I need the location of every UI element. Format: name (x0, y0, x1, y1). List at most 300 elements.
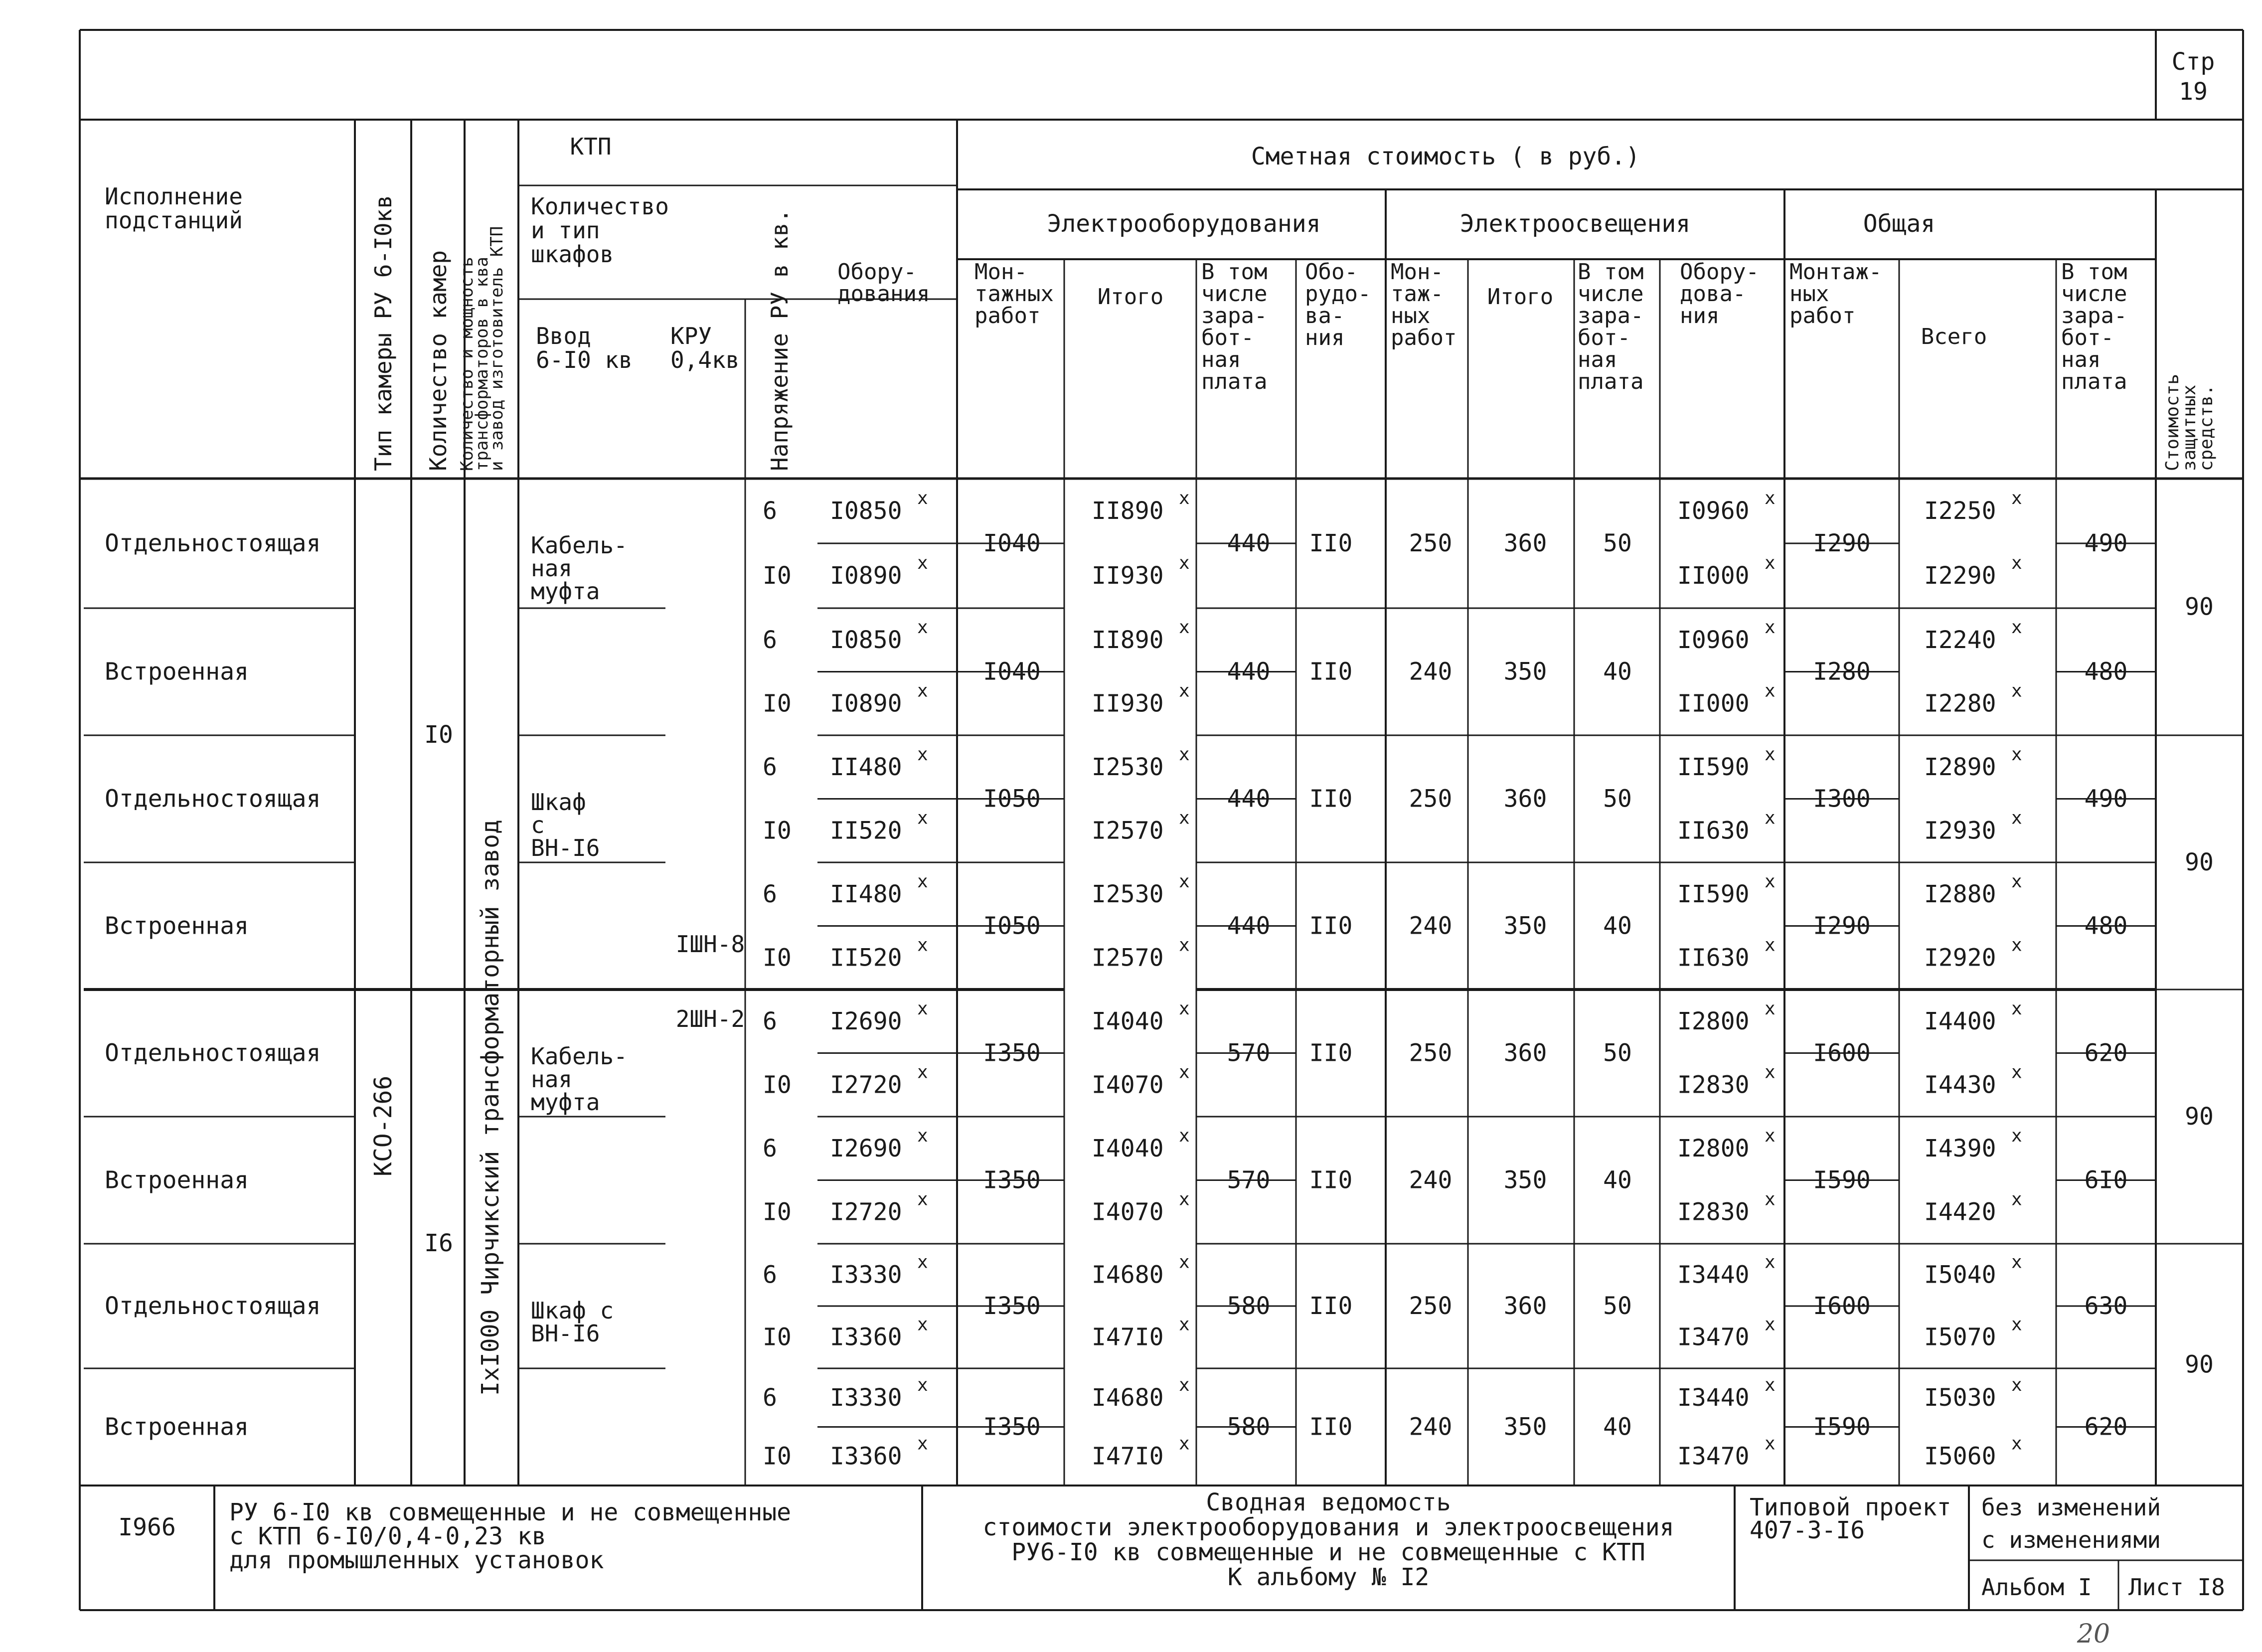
header-col-wage3: плата (2061, 369, 2127, 394)
total-install: I280 (1813, 658, 1871, 686)
mark-x: x (1179, 1125, 1190, 1146)
header-cabinets: Количество (531, 193, 669, 220)
header-col-install2: таж- (1391, 281, 1444, 307)
footer-description: К альбому № I2 (1227, 1563, 1430, 1591)
mark-x: x (917, 1062, 928, 1083)
equip-sum: II890 (1092, 626, 1164, 654)
mark-x: x (1765, 1374, 1776, 1395)
handwritten-page-number: 20 (2077, 1619, 2110, 1649)
header-col-grand: Всего (1921, 324, 1987, 349)
total-equip: I2800 (1677, 1134, 1750, 1162)
total-grand: I2890 (1924, 753, 1996, 781)
light-install: 240 (1409, 1166, 1453, 1194)
voltage-value: I0 (763, 1071, 792, 1099)
total-install: I590 (1813, 1166, 1871, 1194)
total-install: I290 (1813, 529, 1871, 557)
header-col-wage: бот- (1201, 325, 1254, 350)
voltage-value: 6 (763, 1134, 777, 1162)
header-input: Ввод (536, 323, 591, 349)
mark-x: x (1765, 1314, 1776, 1335)
light-install: 250 (1409, 1039, 1453, 1067)
input-type: Кабель- (531, 532, 628, 559)
light-equip: II0 (1309, 912, 1353, 940)
footer-project: Типовой проект (1750, 1493, 1951, 1521)
equip-cost: I0850 (830, 497, 902, 525)
mark-x: x (917, 1125, 928, 1146)
header-col-wage2: ная (1578, 347, 1617, 372)
equip-sum: I4040 (1092, 1134, 1164, 1162)
equip-wage: 570 (1227, 1166, 1271, 1194)
light-wage: 40 (1603, 1413, 1632, 1441)
header-transformers: и завод изготовитель КТП (487, 226, 507, 471)
header-col-wage2: бот- (1578, 325, 1630, 350)
light-wage: 40 (1603, 658, 1632, 686)
equip-sum: I2570 (1092, 817, 1164, 845)
voltage-value: I0 (763, 817, 792, 845)
mark-x: x (1179, 1062, 1190, 1083)
equip-sum: I4070 (1092, 1071, 1164, 1099)
header-col-install2: Мон- (1391, 259, 1444, 285)
equip-sum: I47I0 (1092, 1442, 1164, 1471)
mark-x: x (1765, 1189, 1776, 1210)
header-protective: защитных (2179, 384, 2200, 471)
voltage-value: 6 (763, 1007, 777, 1035)
footer-album: Альбом I (1981, 1574, 2092, 1601)
total-grand: I5060 (1924, 1442, 1996, 1471)
substation-type: Отдельностоящая (105, 529, 321, 557)
header-ktp: КТП (570, 133, 612, 160)
mark-x: x (1765, 871, 1776, 892)
mark-x: x (1179, 1189, 1190, 1210)
header-col-wage: В том (1201, 259, 1268, 285)
input-type: Шкаф (531, 789, 586, 816)
voltage-value: 6 (763, 880, 777, 908)
mark-x: x (917, 1433, 928, 1454)
total-equip: II000 (1677, 689, 1750, 718)
light-wage: 40 (1603, 912, 1632, 940)
mark-x: x (2011, 617, 2022, 638)
header-equipment: Электрооборудования (1047, 210, 1321, 238)
total-wage: 6I0 (2084, 1166, 2128, 1194)
mark-x: x (917, 1374, 928, 1395)
voltage-value: I0 (763, 1198, 792, 1226)
mark-x: x (1765, 680, 1776, 701)
header-col-install3: работ (1789, 303, 1856, 329)
voltage-value: I0 (763, 689, 792, 718)
input-type: с (531, 812, 545, 838)
header-col-wage2: В том (1578, 259, 1644, 285)
header-col-equip: дования (837, 281, 930, 307)
header-transformers: трансформаторов в ква (472, 257, 492, 471)
total-wage: 490 (2084, 785, 2128, 813)
mark-x: x (1765, 1433, 1776, 1454)
mark-x: x (2011, 1433, 2022, 1454)
substation-type: Встроенная (105, 1413, 249, 1441)
total-install: I600 (1813, 1039, 1871, 1067)
mark-x: x (917, 871, 928, 892)
equip-sum: II930 (1092, 689, 1164, 718)
install-cost: I350 (983, 1166, 1041, 1194)
mark-x: x (2011, 553, 2022, 573)
header-col-wage2: числе (1578, 281, 1644, 307)
total-grand: I4430 (1924, 1071, 1996, 1099)
total-equip: I0960 (1677, 497, 1750, 525)
total-grand: I4420 (1924, 1198, 1996, 1226)
total-grand: I2880 (1924, 880, 1996, 908)
equip-wage: 440 (1227, 658, 1271, 686)
footer-description: РУ6-I0 кв совмещенные и не совмещенные с КТП (1011, 1538, 1645, 1566)
mark-x: x (2011, 1062, 2022, 1083)
header-kru: 0,4кв (670, 346, 740, 373)
header-ispolnenie: подстанций (105, 207, 243, 234)
total-wage: 480 (2084, 912, 2128, 940)
page-number: 19 (2179, 78, 2208, 106)
total-equip: I2830 (1677, 1198, 1750, 1226)
total-equip: II590 (1677, 880, 1750, 908)
total-install: I300 (1813, 785, 1871, 813)
header-col-install3: ных (1789, 281, 1829, 307)
total-install: I590 (1813, 1413, 1871, 1441)
light-sum: 360 (1503, 785, 1547, 813)
total-grand: I2930 (1924, 817, 1996, 845)
equip-cost: I0890 (830, 689, 902, 718)
mark-x: x (2011, 744, 2022, 765)
light-install: 240 (1409, 658, 1453, 686)
footer-with-changes: с изменениями (1981, 1526, 2161, 1553)
footer-no-changes: без изменений (1981, 1494, 2161, 1521)
equip-wage: 440 (1227, 785, 1271, 813)
light-wage: 50 (1603, 1039, 1632, 1067)
total-equip: II630 (1677, 817, 1750, 845)
light-sum: 360 (1503, 1039, 1547, 1067)
total-equip: I3440 (1677, 1261, 1750, 1289)
light-wage: 50 (1603, 785, 1632, 813)
light-equip: II0 (1309, 1039, 1353, 1067)
mark-x: x (1179, 935, 1190, 956)
header-col-install: работ (974, 303, 1041, 329)
total-equip: I2830 (1677, 1071, 1750, 1099)
light-equip: II0 (1309, 1292, 1353, 1320)
header-protective: средств. (2196, 384, 2217, 471)
light-sum: 350 (1503, 1166, 1547, 1194)
protective-cost: 90 (2185, 593, 2214, 621)
voltage-value: I0 (763, 562, 792, 590)
equip-wage: 580 (1227, 1292, 1271, 1320)
mark-x: x (1179, 808, 1190, 828)
chamber-count-16: I6 (424, 1229, 453, 1257)
header-cabinets: шкафов (531, 241, 614, 268)
voltage-value: I0 (763, 1323, 792, 1351)
input-type: Кабель- (531, 1043, 628, 1070)
voltage-value: 6 (763, 626, 777, 654)
light-install: 250 (1409, 1292, 1453, 1320)
mark-x: x (2011, 808, 2022, 828)
mark-x: x (2011, 1374, 2022, 1395)
header-input: 6-I0 кв (536, 346, 633, 373)
footer-project: 407-3-I6 (1750, 1516, 1865, 1544)
header-lighting: Электроосвещения (1459, 210, 1691, 238)
header-total: Общая (1863, 210, 1936, 238)
header-col-install: Мон- (974, 259, 1027, 285)
header-kru: КРУ (670, 323, 712, 349)
light-equip: II0 (1309, 658, 1353, 686)
total-grand: I2280 (1924, 689, 1996, 718)
footer-title: для промышленных установок (229, 1546, 604, 1574)
equip-sum: I2570 (1092, 944, 1164, 972)
mark-x: x (1179, 680, 1190, 701)
mark-x: x (1179, 1252, 1190, 1273)
total-wage: 620 (2084, 1413, 2128, 1441)
mark-x: x (2011, 488, 2022, 508)
header-col-sum2: Итого (1487, 284, 1554, 310)
mark-x: x (917, 1252, 928, 1273)
mark-x: x (1179, 553, 1190, 573)
install-cost: I050 (983, 785, 1041, 813)
equip-cost: II480 (830, 880, 902, 908)
header-col-wage3: ная (2061, 347, 2101, 372)
mark-x: x (2011, 1189, 2022, 1210)
install-cost: I040 (983, 658, 1041, 686)
light-equip: II0 (1309, 785, 1353, 813)
total-grand: I2240 (1924, 626, 1996, 654)
header-col-equip3: ния (1680, 303, 1720, 329)
mark-x: x (1765, 744, 1776, 765)
total-equip: I3470 (1677, 1323, 1750, 1351)
install-cost: I040 (983, 529, 1041, 557)
light-sum: 350 (1503, 1413, 1547, 1441)
header-chamber-count: Количество камер (425, 250, 452, 471)
header-cabinets: и тип (531, 217, 600, 244)
header-col-install2: ных (1391, 303, 1431, 329)
kru-2shn: 2ШН-2 (675, 1005, 745, 1032)
equip-cost: II520 (830, 944, 902, 972)
mark-x: x (917, 935, 928, 956)
substation-type: Отдельностоящая (105, 785, 321, 813)
voltage-value: 6 (763, 753, 777, 781)
equip-cost: I2720 (830, 1198, 902, 1226)
total-wage: 630 (2084, 1292, 2128, 1320)
total-grand: I5030 (1924, 1383, 1996, 1412)
total-install: I600 (1813, 1292, 1871, 1320)
light-equip: II0 (1309, 529, 1353, 557)
equip-cost: I2720 (830, 1071, 902, 1099)
light-install: 240 (1409, 912, 1453, 940)
equip-cost: I2690 (830, 1134, 902, 1162)
mark-x: x (1179, 744, 1190, 765)
voltage-value: 6 (763, 1383, 777, 1412)
equip-sum: II930 (1092, 562, 1164, 590)
equip-cost: I3360 (830, 1442, 902, 1471)
equip-cost: I3330 (830, 1383, 902, 1412)
voltage-value: 6 (763, 497, 777, 525)
total-equip: II000 (1677, 562, 1750, 590)
total-wage: 620 (2084, 1039, 2128, 1067)
footer-description: стоимости электрооборудования и электроосвещения (982, 1513, 1674, 1541)
substation-type: Встроенная (105, 658, 249, 686)
mark-x: x (1179, 1374, 1190, 1395)
mark-x: x (917, 1189, 928, 1210)
light-wage: 40 (1603, 1166, 1632, 1194)
mark-x: x (1765, 808, 1776, 828)
light-wage: 50 (1603, 529, 1632, 557)
header-col-install: тажных (974, 281, 1054, 307)
mark-x: x (2011, 998, 2022, 1019)
header-col-wage: ная (1201, 347, 1241, 372)
header-voltage: Напряжение РУ в кв. (766, 208, 793, 471)
light-sum: 350 (1503, 658, 1547, 686)
header-col-equip2: ния (1305, 325, 1345, 350)
mark-x: x (917, 553, 928, 573)
total-equip: II590 (1677, 753, 1750, 781)
chamber-count-10: I0 (424, 721, 453, 749)
mark-x: x (1179, 998, 1190, 1019)
total-grand: I5040 (1924, 1261, 1996, 1289)
equip-wage: 570 (1227, 1039, 1271, 1067)
light-sum: 350 (1503, 912, 1547, 940)
install-cost: I050 (983, 912, 1041, 940)
year: I966 (118, 1513, 176, 1541)
input-type: Шкаф с (531, 1297, 614, 1324)
total-grand: I2290 (1924, 562, 1996, 590)
substation-type: Отдельностоящая (105, 1292, 321, 1320)
mark-x: x (917, 744, 928, 765)
header-chamber-type: Тип камеры РУ 6-I0кв (370, 195, 397, 471)
equip-cost: I3360 (830, 1323, 902, 1351)
header-col-wage: зара- (1201, 303, 1268, 329)
mark-x: x (1765, 1252, 1776, 1273)
total-grand: I5070 (1924, 1323, 1996, 1351)
voltage-value: I0 (763, 944, 792, 972)
footer-title: с КТП 6-I0/0,4-0,23 кв (229, 1522, 546, 1550)
transformer-plant: IxI000 Чирчикский трансформаторный завод (477, 820, 504, 1396)
header-col-equip3: Обору- (1680, 259, 1759, 285)
header-estimate: Сметная стоимость ( в руб.) (1251, 143, 1640, 170)
equip-cost: I0890 (830, 562, 902, 590)
total-equip: I3440 (1677, 1383, 1750, 1412)
footer-sheet: Лист I8 (2128, 1574, 2225, 1601)
header-col-sum: Итого (1097, 284, 1164, 310)
header-protective: Стоимость (2162, 373, 2183, 471)
header-col-equip2: рудо- (1305, 281, 1371, 307)
equip-wage: 440 (1227, 529, 1271, 557)
total-install: I290 (1813, 912, 1871, 940)
equip-cost: I2690 (830, 1007, 902, 1035)
page-label: Стр (2171, 48, 2215, 76)
header-col-wage3: В том (2061, 259, 2127, 285)
input-type: ВН-I6 (531, 1320, 600, 1347)
mark-x: x (1179, 488, 1190, 508)
total-wage: 490 (2084, 529, 2128, 557)
substation-type: Отдельностоящая (105, 1039, 321, 1067)
header-col-install2: работ (1391, 325, 1457, 350)
total-grand: I4390 (1924, 1134, 1996, 1162)
light-install: 250 (1409, 785, 1453, 813)
substation-type: Встроенная (105, 1166, 249, 1194)
header-col-wage2: зара- (1578, 303, 1644, 329)
mark-x: x (917, 808, 928, 828)
mark-x: x (2011, 1314, 2022, 1335)
kso-266: КСО-266 (369, 1075, 397, 1176)
header-col-wage3: числе (2061, 281, 2127, 307)
header-col-wage3: бот- (2061, 325, 2114, 350)
install-cost: I350 (983, 1039, 1041, 1067)
kru-ishn: IШН-8 (675, 931, 745, 958)
equip-wage: 440 (1227, 912, 1271, 940)
light-install: 240 (1409, 1413, 1453, 1441)
mark-x: x (1179, 1433, 1190, 1454)
mark-x: x (917, 617, 928, 638)
input-type: муфта (531, 1089, 600, 1116)
light-sum: 360 (1503, 1292, 1547, 1320)
equip-sum: I4680 (1092, 1383, 1164, 1412)
install-cost: I350 (983, 1292, 1041, 1320)
header-col-equip2: Обо- (1305, 259, 1358, 285)
mark-x: x (1179, 871, 1190, 892)
light-equip: II0 (1309, 1166, 1353, 1194)
light-install: 250 (1409, 529, 1453, 557)
equip-sum: I4040 (1092, 1007, 1164, 1035)
mark-x: x (2011, 1252, 2022, 1273)
light-wage: 50 (1603, 1292, 1632, 1320)
mark-x: x (917, 1314, 928, 1335)
equip-cost: I0850 (830, 626, 902, 654)
mark-x: x (2011, 935, 2022, 956)
mark-x: x (1765, 553, 1776, 573)
total-equip: II630 (1677, 944, 1750, 972)
total-equip: I3470 (1677, 1442, 1750, 1471)
header-col-wage: плата (1201, 369, 1268, 394)
mark-x: x (1765, 998, 1776, 1019)
total-wage: 480 (2084, 658, 2128, 686)
equip-cost: II480 (830, 753, 902, 781)
equip-cost: I3330 (830, 1261, 902, 1289)
mark-x: x (1765, 1062, 1776, 1083)
protective-cost: 90 (2185, 1103, 2214, 1131)
input-type: ВН-I6 (531, 834, 600, 861)
equip-wage: 580 (1227, 1413, 1271, 1441)
protective-cost: 90 (2185, 1350, 2214, 1379)
voltage-value: I0 (763, 1442, 792, 1471)
equip-sum: I2530 (1092, 880, 1164, 908)
equip-cost: II520 (830, 817, 902, 845)
mark-x: x (2011, 1125, 2022, 1146)
mark-x: x (2011, 680, 2022, 701)
equip-sum: I4680 (1092, 1261, 1164, 1289)
total-equip: I0960 (1677, 626, 1750, 654)
total-grand: I2250 (1924, 497, 1996, 525)
mark-x: x (1179, 617, 1190, 638)
equip-sum: II890 (1092, 497, 1164, 525)
footer-title: РУ 6-I0 кв совмещенные и не совмещенные (229, 1498, 792, 1526)
header-col-equip: Обору- (837, 259, 917, 285)
mark-x: x (917, 680, 928, 701)
header-col-install3: Монтаж- (1789, 259, 1882, 285)
header-transformers: Количество и мощность (457, 257, 477, 471)
header-col-equip2: ва- (1305, 303, 1345, 329)
mark-x: x (1765, 1125, 1776, 1146)
mark-x: x (1765, 935, 1776, 956)
mark-x: x (2011, 871, 2022, 892)
mark-x: x (1179, 1314, 1190, 1335)
header-col-equip3: дова- (1680, 281, 1746, 307)
install-cost: I350 (983, 1413, 1041, 1441)
equip-sum: I4070 (1092, 1198, 1164, 1226)
mark-x: x (1765, 488, 1776, 508)
total-grand: I2920 (1924, 944, 1996, 972)
header-ispolnenie: Исполнение (105, 183, 243, 210)
voltage-value: 6 (763, 1261, 777, 1289)
mark-x: x (917, 488, 928, 508)
